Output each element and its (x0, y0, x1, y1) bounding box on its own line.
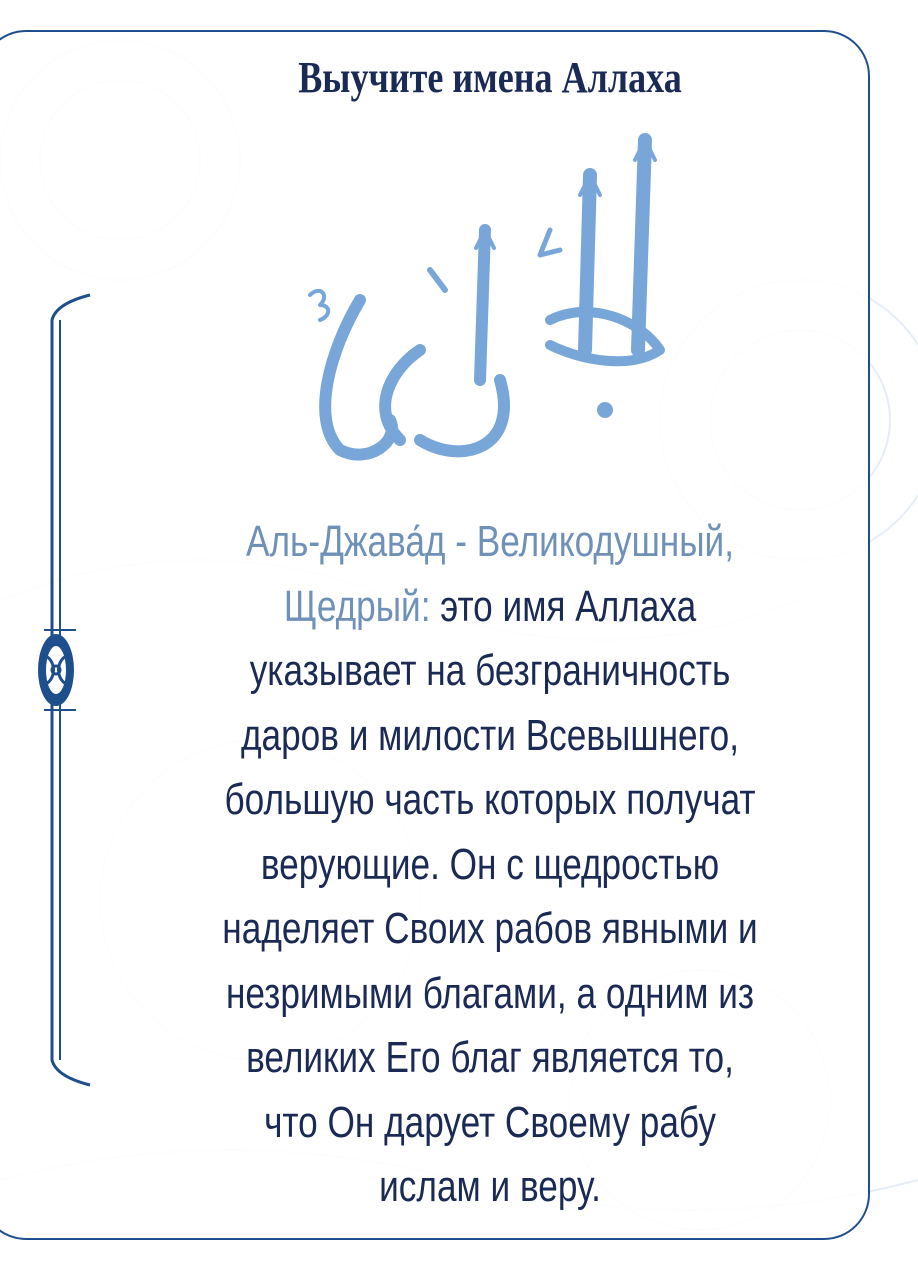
description-line: указывает на безграничность (249, 646, 731, 695)
page-title: Выучите имена Аллаха (298, 53, 682, 102)
arabic-calligraphy (250, 120, 710, 480)
description-term-line: Аль-Джава́д - Великодушный, (246, 517, 734, 566)
description-line: даров и милости Всевышнего, (240, 710, 740, 760)
description-line: что Он дарует Своему рабу (264, 1097, 716, 1147)
description-line: великих Его благ является то, (246, 1033, 734, 1082)
description-text (130, 510, 850, 1220)
description-line: наделяет Своих рабов явными и (222, 904, 758, 953)
description-line-2: Щедрый: это имя Аллаха (283, 581, 697, 631)
description-line: верующие. Он с щедростью (260, 839, 720, 889)
description-line: ислам и веру. (379, 1162, 601, 1211)
ornamental-bracket-icon (30, 290, 100, 1090)
description-line: незримыми благами, а одним из (225, 968, 755, 1018)
description-line: большую часть которых получат (224, 775, 756, 824)
